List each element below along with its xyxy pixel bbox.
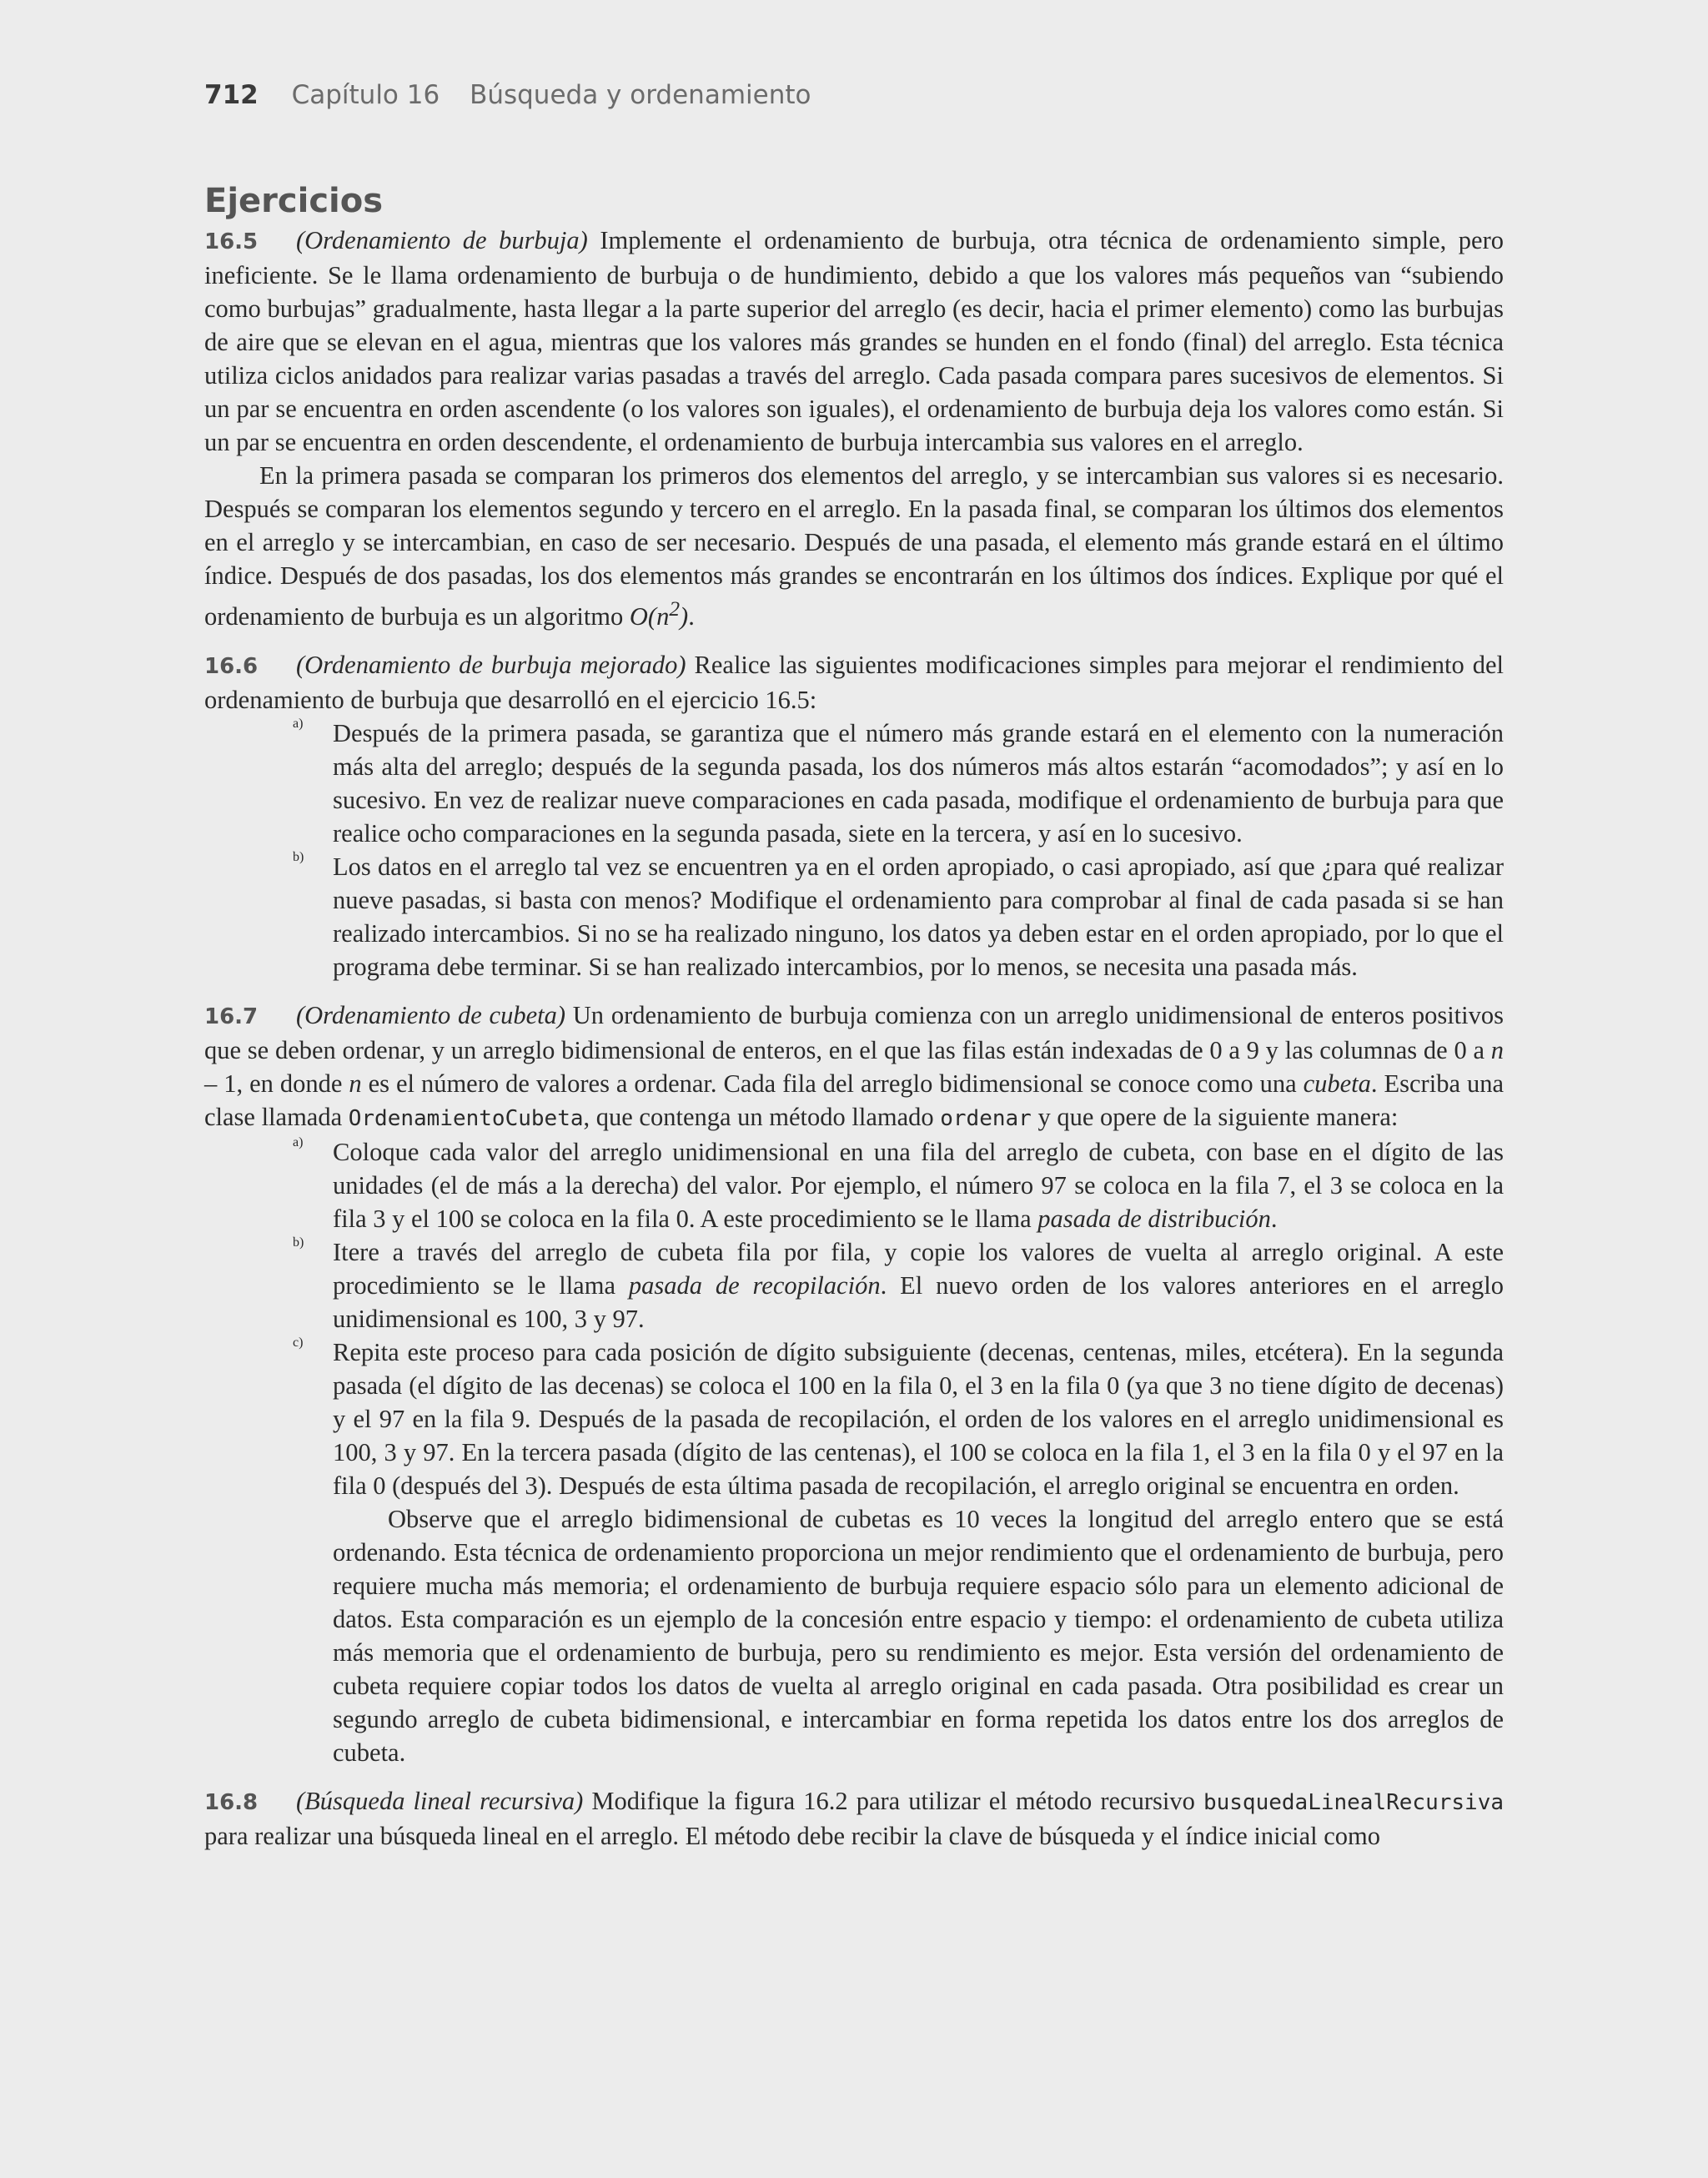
- item-text: [333, 1135, 1504, 1235]
- big-o-close: ): [680, 602, 689, 631]
- term-gather: pasada de recopilación: [628, 1271, 881, 1300]
- item-label: b): [293, 850, 304, 865]
- exercise-title: (Búsqueda lineal recursiva): [296, 1787, 584, 1816]
- page-content: [204, 182, 1504, 1853]
- item-label: b): [293, 1235, 304, 1250]
- exercise-16-8: [204, 1784, 1504, 1853]
- big-o-exponent: 2: [669, 597, 681, 621]
- item-text: Los datos en el arreglo tal vez se encuentren ya en el orden apropiado, o casi apropiado, así que ¿para qué realizar nueve pasadas, si basta con menos? Modifique el ordenamiento para comprobar al final de cada pasada si se han realizado intercambios. Si no se ha realizado ninguno, los datos ya deben estar en el orden apropiado, por lo que el programa debe terminar. Si se han realizado intercambios, por lo menos, se necesita una pasada más.: [333, 853, 1504, 982]
- exercise-text: Modifique la figura 16.2 para utilizar el método recursivo: [583, 1787, 1203, 1816]
- exercise-paragraph: [204, 459, 1504, 633]
- exercise-number: 16.8: [204, 1790, 259, 1816]
- exercise-title: (Ordenamiento de burbuja mejorado): [296, 651, 686, 680]
- exercise-title: (Ordenamiento de burbuja): [296, 226, 588, 254]
- item-label: a): [293, 717, 304, 732]
- method-name-code: ordenar: [940, 1106, 1032, 1132]
- note-text: Observe que el arreglo bidimensional de cubetas es 10 veces la longitud del arreglo entero que se está ordenando. Esta técnica de ordenamiento proporciona un mejor rendimiento que el ordenamiento de burbuja, pero requiere mucha más memoria; el ordenamiento de burbuja requiere espacio sólo para un elemento adicional de datos. Esta comparación es un ejemplo de la concesión entre espacio y tiempo: el ordenamiento de cubeta utiliza más memoria que el ordenamiento de burbuja, pero su rendimiento es mejor. Esta versión del ordenamiento de cubeta requiere copiar todos los datos de vuelta al arreglo original en cada pasada. Otra posibilidad es crear un segundo arreglo de cubeta bidimensional, e intercambiar en forma repetida los datos entre los dos arreglos de cubeta.: [333, 1505, 1504, 1768]
- exercise-text: – 1, en donde: [204, 1069, 349, 1099]
- running-header: [204, 80, 811, 110]
- exercise-text: .: [688, 602, 695, 631]
- exercise-text: Un ordenamiento de burbuja comienza con un arreglo unidimensional de enteros positivos que se deben ordenar, y un arreglo bidimensional de enteros, en el que las filas están indexadas de 0 a 9 y las columnas de 0 a: [204, 1001, 1504, 1065]
- exercise-title: (Ordenamiento de cubeta): [296, 1001, 565, 1030]
- list-item: [204, 850, 1504, 983]
- item-text-part: . El nuevo orden de los valores anteriores en el arreglo unidimensional es 100, 3 y 97.: [333, 1271, 1504, 1334]
- item-text: Repita este proceso para cada posición de dígito subsiguiente (decenas, centenas, miles, etcétera). En la segunda pasada (el dígito de las decenas) se coloca el 100 en la fila 0, el 3 en la fila 0 (ya que 3 no tiene dígito de decenas) y el 97 en la fila 9. Después de la pasada de recopilación, el orden de los valores en el arreglo unidimensional es 100, 3 y 97. En la tercera pasada (dígito de las centenas), el 100 se coloca en la fila 1, el 3 en la fila 0 y el 97 en la fila 0 (después del 3). Después de esta última pasada de recopilación, el arreglo original se encuentra en orden.: [333, 1338, 1504, 1501]
- term-cubeta: cubeta: [1303, 1069, 1371, 1099]
- exercise-text: Implemente el ordenamiento de burbuja, otra técnica de ordenamiento simple, pero ineficiente. Se le llama ordenamiento de burbuja o de hundimiento, debido a que los valores más pequeños van “subiendo como burbujas” gradualmente, hasta llegar a la parte superior del arreglo (es decir, hacia el primer elemento) como las burbujas de aire que se elevan en el agua, mientras que los valores más grandes se hunden en el fondo (final) del arreglo. Esta técnica utiliza ciclos anidados para realizar varias pasadas a través del arreglo. Cada pasada compara pares sucesivos de elementos. Si un par se encuentra en orden ascendente (o los valores son iguales), el ordenamiento de burbuja deja los valores como están. Si un par se encuentra en orden descendente, el ordenamiento de burbuja intercambia sus valores en el arreglo.: [204, 226, 1504, 456]
- exercise-number: 16.6: [204, 654, 259, 680]
- exercise-text: En la primera pasada se comparan los primeros dos elementos del arreglo, y se intercambian sus valores si es necesario. Después se comparan los elementos segundo y tercero en el arreglo. En la pasada final, se comparan los últimos dos elementos en el arreglo y se intercambian, en caso de ser necesario. Después de una pasada, el elemento más grande estará en el último índice. Después de dos pasadas, los dos elementos más grandes se encontrarán en los últimos dos índices. Explique por qué el ordenamiento de burbuja es un algoritmo: [204, 461, 1504, 631]
- item-text: [333, 1235, 1504, 1335]
- exercise-text: y que opere de la siguiente manera:: [1031, 1103, 1399, 1132]
- class-name-code: OrdenamientoCubeta: [348, 1106, 584, 1132]
- item-text-part: Itere a través del arreglo de cubeta fila por fila, y copie los valores de vuelta al arreglo original. A este procedimiento se le llama: [333, 1238, 1504, 1300]
- exercise-text: . Escriba una clase llamada: [204, 1069, 1504, 1132]
- exercise-paragraph: [204, 1784, 1504, 1853]
- exercise-note: [204, 1502, 1504, 1769]
- exercise-text: es el número de valores a ordenar. Cada fila del arreglo bidimensional se conoce como una: [361, 1069, 1304, 1099]
- list-item: [204, 717, 1504, 850]
- item-text: Después de la primera pasada, se garantiza que el número más grande estará en el elemento con la numeración más alta del arreglo; después de la segunda pasada, los dos números más altos estarán “acomodados”; y así en lo sucesivo. En vez de realizar nueve comparaciones en cada pasada, modifique el ordenamiento de burbuja para que realice ocho comparaciones en la segunda pasada, siete en la tercera, y así en lo sucesivo.: [333, 719, 1504, 848]
- exercise-paragraph: [204, 648, 1504, 717]
- item-text-part: .: [1270, 1205, 1278, 1234]
- item-text-part: Coloque cada valor del arreglo unidimensional en una fila del arreglo de cubeta, con base en el dígito de las unidades (el de más a la derecha) del valor. Por ejemplo, el número 97 se coloca en la fila 7, el 3 se coloca en la fila 3 y el 100 se coloca en la fila 0. A este procedimiento se le llama: [333, 1138, 1504, 1234]
- variable-n: n: [1490, 1036, 1504, 1065]
- list-item: [204, 1335, 1504, 1502]
- chapter-title: Búsqueda y ordenamiento: [470, 80, 811, 110]
- exercise-text: Realice las siguientes modificaciones simples para mejorar el rendimiento del ordenamiento de burbuja que desarrolló en el ejercicio 16.5:: [204, 651, 1504, 715]
- list-item: [204, 1235, 1504, 1335]
- item-label: c): [293, 1335, 304, 1351]
- exercise-paragraph: [204, 224, 1504, 459]
- section-title: Ejercicios: [204, 182, 384, 220]
- big-o-notation: [629, 597, 689, 631]
- term-distribution: pasada de distribución: [1037, 1205, 1271, 1234]
- exercise-number: 16.5: [204, 229, 259, 254]
- big-o-base: O(n: [629, 602, 670, 631]
- exercise-paragraph: [204, 998, 1504, 1135]
- exercise-16-7: [204, 998, 1504, 1769]
- method-name-code: busquedaLinealRecursiva: [1203, 1790, 1504, 1816]
- exercise-text: , que contenga un método llamado: [583, 1103, 941, 1132]
- exercise-text: para realizar una búsqueda lineal en el arreglo. El método debe recibir la clave de búsqueda y el índice inicial como: [204, 1822, 1380, 1851]
- exercise-number: 16.7: [204, 1004, 259, 1030]
- variable-n: n: [349, 1069, 362, 1099]
- exercise-16-5: [204, 224, 1504, 633]
- chapter-label: Capítulo 16: [291, 80, 440, 110]
- item-label: a): [293, 1135, 304, 1150]
- exercise-16-6: [204, 648, 1504, 983]
- page-number: 712: [204, 80, 259, 110]
- list-item: [204, 1135, 1504, 1235]
